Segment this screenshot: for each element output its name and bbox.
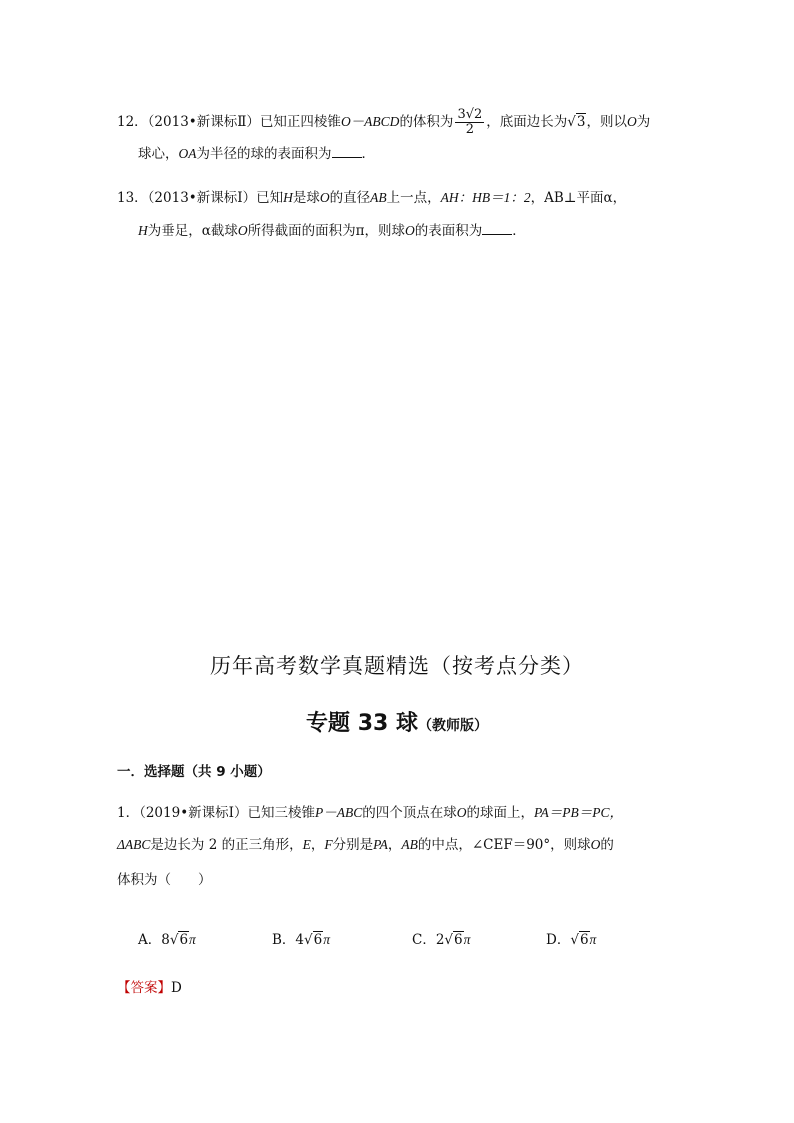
q1-line1-a: 1．（2019•新课标Ⅰ）已知三棱锥 xyxy=(117,805,315,821)
q12-line2-end: ． xyxy=(361,146,375,162)
q1-line2-a: ΔABC xyxy=(117,837,151,852)
q13-h: H xyxy=(283,190,293,205)
q1-pa: PA xyxy=(373,837,388,852)
q1-o: O xyxy=(456,805,467,820)
document-subtitle xyxy=(0,706,794,737)
option-d[interactable]: D．√6π xyxy=(546,932,597,948)
q12-fraction xyxy=(455,108,484,137)
q1-f: F xyxy=(324,837,333,852)
q1-eq: PA＝PB＝PC， xyxy=(534,805,623,820)
answer-line xyxy=(117,976,182,996)
q13-ratio: AH：HB＝1：2 xyxy=(440,190,531,205)
q1-line2-e: ， xyxy=(387,837,402,853)
q13-text-b: 的直径 xyxy=(329,190,371,206)
q12-text-d: 为 xyxy=(636,114,651,130)
option-d-label: D． xyxy=(546,932,571,948)
document-title: 历年高考数学真题精选（按考点分类） xyxy=(210,654,584,678)
q13-o: O xyxy=(319,190,330,205)
q1-line1-b: 的四个顶点在球 xyxy=(362,805,457,821)
q12-sqrt-val: 3 xyxy=(576,114,586,130)
q13-ab: AB xyxy=(370,190,387,205)
q1-pabc: P－ABC xyxy=(315,805,363,820)
q1-line1-c: 的球面上， xyxy=(466,805,534,821)
subtitle-main: 专题 33 球 xyxy=(306,711,418,736)
q13-line2-end: ． xyxy=(512,223,526,239)
q12-frac-num: 3√2 xyxy=(457,107,483,122)
option-a-label: A．8 xyxy=(138,932,170,948)
option-c[interactable]: C．2√6π xyxy=(412,932,471,948)
q1-line2-f: 的中点，∠CEF＝90°，则球 xyxy=(417,837,591,853)
subtitle-small: （教师版） xyxy=(417,718,488,734)
q1-o2: O xyxy=(590,837,601,852)
q12-o: O xyxy=(626,114,637,129)
q12-line2 xyxy=(138,144,375,164)
q13-perp: AB⊥平面α， xyxy=(544,190,627,206)
q1-line3: 体积为（ ） xyxy=(117,872,212,888)
option-c-label: C．2 xyxy=(412,932,445,948)
q12-text-c: ，则以 xyxy=(586,114,627,130)
q13-line2-o: O xyxy=(237,223,248,238)
q13-line1 xyxy=(117,188,626,208)
q1-ab: AB xyxy=(401,837,418,852)
q13-answer-blank xyxy=(482,222,512,235)
q1-e: E xyxy=(302,837,311,852)
q1-line2-b: 是边长为 2 的正三角形， xyxy=(150,837,303,853)
q12-pyramid: O－ABCD xyxy=(340,114,400,129)
option-b[interactable]: B．4√6π xyxy=(272,932,330,948)
q13-line2-h: H xyxy=(138,223,148,238)
q13-line2 xyxy=(138,221,526,241)
q13-line2-o2: O xyxy=(405,223,415,238)
section-heading: 一．选择题（共 9 小题） xyxy=(117,764,271,780)
answer-value: D xyxy=(171,980,182,996)
q13-text-d: ， xyxy=(530,190,545,206)
option-b-root: 6 xyxy=(313,932,323,948)
q13-text-a: 是球 xyxy=(292,190,320,206)
q12-line1: 12．（2013•新课标Ⅱ）已知正四棱锥O－ABCD的体积为 $\frac{3√2}{2}$ ，底面边长为√3，则以O为 xyxy=(117,107,651,137)
q12-prefix: 12．（2013•新课标Ⅱ）已知正四棱锥 xyxy=(117,114,341,130)
option-d-pi: π xyxy=(589,932,597,947)
q12-text-b: ，底面边长为 xyxy=(486,114,568,130)
q1-line2 xyxy=(117,835,614,855)
q1-line2-c: ， xyxy=(310,837,325,853)
q1-line2-g: 的 xyxy=(600,837,614,853)
q13-line2-c: 的表面积为 xyxy=(414,223,483,239)
option-c-root: 6 xyxy=(454,932,463,948)
q12-line2-b: 为半径的球的表面积为 xyxy=(196,146,332,162)
q12-frac-den: 2 xyxy=(465,122,474,137)
option-b-pi: π xyxy=(323,932,330,947)
option-a[interactable]: A．8√6π xyxy=(138,932,196,948)
q12-oa: OA xyxy=(178,146,197,161)
option-b-label: B．4 xyxy=(272,932,305,948)
option-a-pi: π xyxy=(189,932,196,947)
answer-tag: 【答案】 xyxy=(117,980,171,996)
q12-line2-a: 球心， xyxy=(138,146,179,162)
q1-line1 xyxy=(117,803,623,823)
q12-answer-blank xyxy=(332,145,362,158)
q12-text-a: 的体积为 xyxy=(399,114,454,130)
q13-text-c: 上一点， xyxy=(386,190,441,206)
option-c-pi: π xyxy=(463,932,471,947)
q13-line2-b: 所得截面的面积为π，则球 xyxy=(247,223,405,239)
q13-prefix: 13．（2013•新课标Ⅰ）已知 xyxy=(117,190,284,206)
option-a-root: 6 xyxy=(179,932,189,948)
q1-line2-d: 分别是 xyxy=(332,837,374,853)
option-d-root: 6 xyxy=(579,932,589,948)
q13-line2-a: 为垂足，α截球 xyxy=(147,223,238,239)
